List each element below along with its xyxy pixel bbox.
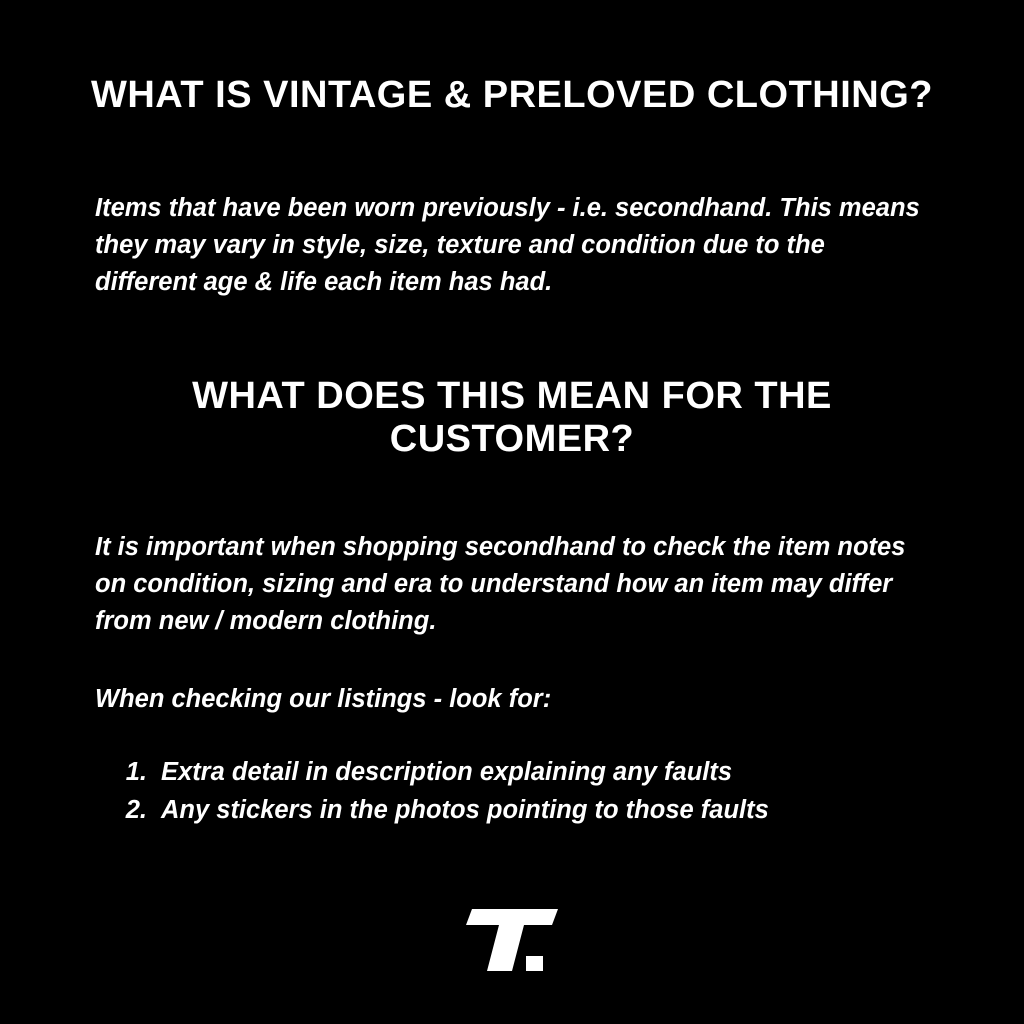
list-item-label: Any stickers in the photos pointing to those faults xyxy=(161,796,769,825)
list-item-label: Extra detail in description explaining any faults xyxy=(161,758,733,786)
checklist xyxy=(123,753,923,830)
t-dot-logo-icon xyxy=(466,909,558,971)
customer-meaning-paragraph: It is important when shopping secondhand to check the item notes on condition, sizing and era to understand how an item may differ from new / modern clothing. xyxy=(95,533,906,635)
brand-logo xyxy=(0,909,1024,979)
list-item-number: 2. xyxy=(125,796,147,825)
page-title: WHAT IS VINTAGE & PRELOVED CLOTHING? xyxy=(90,74,934,116)
list-item xyxy=(123,753,923,791)
listings-prompt: When checking our listings - look for: xyxy=(95,685,552,713)
definition-paragraph: Items that have been worn previously - i.e. secondhand. This means they may vary in style, size, texture and condition due to the different age & life each item has had. xyxy=(95,194,920,296)
list-item-number: 1. xyxy=(125,758,147,786)
section-title-customer: WHAT DOES THIS MEAN FOR THE CUSTOMER? xyxy=(192,375,832,460)
list-item xyxy=(123,791,923,829)
